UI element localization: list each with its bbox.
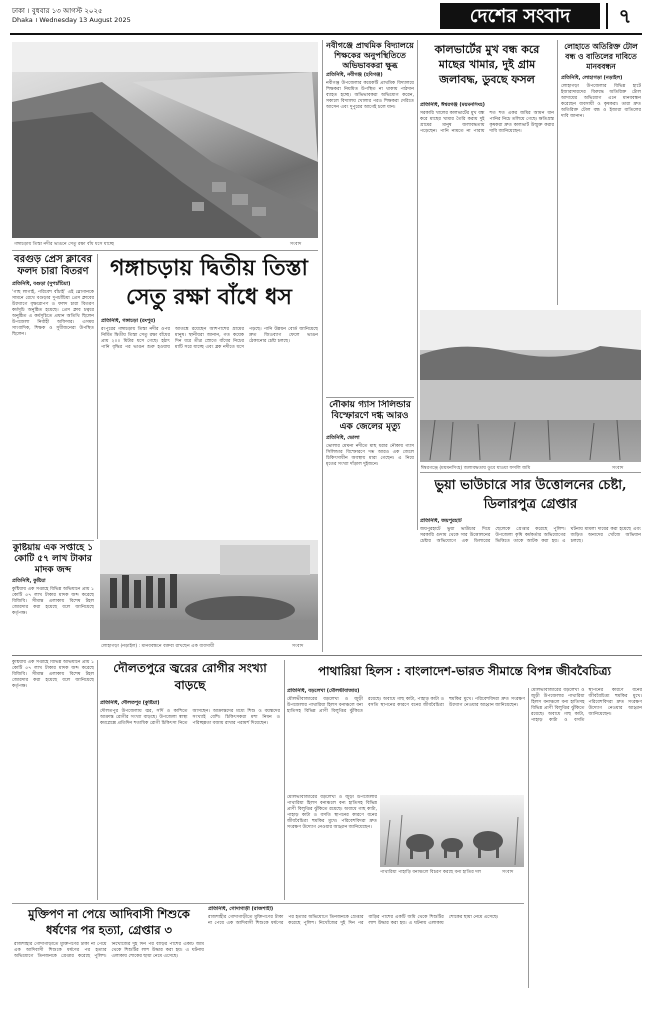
mela-photo-credit: সংবাদ — [292, 644, 304, 649]
story-fever-body — [100, 700, 280, 900]
fever-headline: দৌলতপুরে জ্বরের রোগীর সংখ্যা বাড়ছে — [113, 661, 267, 692]
tista-embankment-photo — [12, 42, 318, 238]
elephant-body: মৌলভীবাজারের বড়লেখা ও জুড়ী উপজেলার পাথারিয়া হিলস বনাঞ্চলে বন্য হাতিসহ বিভিন্ন প্রাণী বিলুপ্তির ঝুঁকিতে রয়েছে। অবাধে গাছ কাটা, পাহাড় কাটা ও বসতি স্থাপনের কারণে বনের জীববৈচিত্র্য হুমকির মুখে। পরিবেশবিদরা দ্রুত সংরক্ষণ উদ্যোগ নেওয়ার আহ্বান জানিয়েছেন। — [287, 697, 525, 714]
story-ransom-body — [208, 906, 524, 1001]
gas-blast-headline: নৌকায় গ্যাস সিলিন্ডার বিস্ফোরণে দগ্ধ আরও এক জেলের মৃত্যু — [329, 400, 411, 432]
story-ransom-left — [14, 942, 204, 1002]
story-primary-school — [326, 40, 414, 395]
tista-photo-credit: সংবাদ — [290, 242, 302, 247]
section-title: দেশের সংবাদ — [440, 3, 600, 29]
culvert-body: সরকারি খালের কালভার্টের মুখ বন্ধ করে মাছের খামার তৈরি করায় দুই গ্রামের মানুষ জলাবদ্ধতায় পড়েছেন। পানি নামতে না পারায় শত শত একর জমির আমন ধান পানির নিচে তলিয়ে গেছে। ক্ষতিগ্রস্ত কৃষকরা দ্রুত কালভার্ট উন্মুক্ত করার দাবি জানিয়েছেন। — [420, 111, 554, 134]
flooded-field-photo — [420, 310, 641, 462]
primary-school-headline: নবীগঞ্জে প্রাথমিক বিদ্যালয়ে শিক্ষকের অনুপস্থিতিতে অভিভাবকরা ক্ষুব্ধ — [326, 40, 414, 70]
culvert-photo-caption: ঈশ্বরগঞ্জে (ময়মনসিংহ) জলাবদ্ধতায় ডুবে যাওয়া ফসলি জমি — [421, 466, 531, 471]
lohagara-byline: প্রতিনিধি, লোহাগড়া (নড়াইল) — [561, 75, 623, 81]
elephant-photo-caption: পাথারিয়া পাহাড়ি বনাঞ্চলে বিচরণ করছে বন্য হাতির দল — [380, 870, 482, 875]
fever-byline: প্রতিনিধি, দৌলতপুর (কুষ্টিয়া) — [100, 700, 160, 706]
story-gas-blast — [326, 400, 414, 650]
story-kushtia — [12, 543, 94, 651]
culvert-headline: কালভার্টের মুখ বন্ধ করে মাছের খামার, দুই গ্রাম জলাবদ্ধ, ডুবছে ফসল — [434, 43, 540, 86]
story-press-club — [12, 254, 94, 539]
story-left-lower — [12, 660, 94, 900]
press-club-headline: বরগুড় প্রেস ক্লাবের ফলদ চারা বিতরণ — [14, 254, 92, 277]
gas-blast-body: ভোলার মেঘনা নদীতে মাছ ধরার নৌকায় গ্যাস সিলিন্ডার বিস্ফোরণে দগ্ধ আরও এক জেলে চিকিৎসাধীন অবস্থায় মারা গেছেন। এ নিয়ে মৃতের সংখ্যা দাঁড়াল দুইজনে। — [326, 444, 414, 467]
page-number: ৭ — [606, 3, 642, 29]
elephants-illustration — [380, 795, 524, 867]
lohagara-body: লোহাগড়া উপজেলার বিভিন্ন হাটে ইজারাদারদের বিরুদ্ধে অতিরিক্ত টোল আদায়ের অভিযোগ এনে মানববন্ধন করেছেন ব্যবসায়ী ও কৃষকরা। তারা দ্রুত অতিরিক্ত টোল বন্ধ ও ইজারা বাতিলের দাবি জানান। — [561, 84, 641, 119]
tista-byline: প্রতিনিধি, গঙ্গাচড়া (রংপুর) — [101, 318, 156, 324]
primary-school-body: নবীগঞ্জ উপজেলার কয়েকটি প্রাথমিক বিদ্যালয়ে শিক্ষকরা নিয়মিত উপস্থিত না থাকায় পাঠদান ব্যাহত হচ্ছে। অভিভাবকরা অভিযোগ করেন, সকালে বিদ্যালয় খোলার পরও শিক্ষকরা দেরিতে আসেন এবং দুপুরের আগেই চলে যান। — [326, 81, 414, 110]
story-elephant-lower — [287, 795, 377, 900]
ransom-byline: প্রতিনিধি, গোদাগাড়ী (রাজশাহী) — [208, 906, 274, 912]
embankment-illustration — [12, 42, 318, 238]
elephant-lower-body: মৌলভীবাজারের বড়লেখা ও জুড়ী উপজেলার পাথারিয়া হিলস বনাঞ্চলে বন্য হাতিসহ বিভিন্ন প্রাণী বিলুপ্তির ঝুঁকিতে রয়েছে। অবাধে গাছ কাটা, পাহাড় কাটা ও বসতি স্থাপনের কারণে বনের জীববৈচিত্র্য হুমকির মুখে। পরিবেশবিদরা দ্রুত সংরক্ষণ উদ্যোগ নেওয়ার আহ্বান জানিয়েছেন। — [287, 795, 377, 830]
mela-photo-caption: লোহাগড়া (নড়াইল) : মানববন্ধনে বক্তব্য রাখছেন এক ব্যবসায়ী — [101, 644, 215, 649]
story-elephant-side — [531, 688, 642, 988]
fever-body: দৌলতপুর উপজেলায় জ্বর, সর্দি ও কাশিতে আক্রান্ত রোগীর সংখ্যা বাড়ছে। উপজেলা স্বাস্থ্য কমপ্লেক্সে প্রতিদিন শতাধিক রোগী চিকিৎসা নিতে আসছেন। আক্রান্তদের মধ্যে শিশু ও বয়স্কদের সংখ্যাই বেশি। চিকিৎসকরা মশা নিধন ও পরিচ্ছন্নতা বজায় রাখার পরামর্শ দিয়েছেন। — [100, 709, 280, 726]
culvert-byline: প্রতিনিধি, ঈশ্বরগঞ্জ (ময়মনসিংহ) — [420, 102, 485, 108]
culvert-photo-credit: সংবাদ — [612, 466, 624, 471]
kushtia-body: কুষ্টিয়ায় এক সপ্তাহে বিভিন্ন অভিযানে প্রায় ১ কোটি ৫৭ লাখ টাকার মাদক জব্দ করেছে বিজিবি। সীমান্ত এলাকায় বিশেষ টহল জোরদার করা হয়েছে বলে জানিয়েছে কর্তৃপক্ষ। — [12, 587, 94, 616]
elephant-photo — [380, 795, 524, 867]
fertilizer-byline: প্রতিনিধি, জয়পুরহাট — [420, 518, 462, 524]
primary-school-byline: প্রতিনিধি, নবীগঞ্জ (হবিগঞ্জ) — [326, 72, 383, 78]
elephant-side-body: মৌলভীবাজারের বড়লেখা ও জুড়ী উপজেলার পাথারিয়া হিলস বনাঞ্চলে বন্য হাতিসহ বিভিন্ন প্রাণী বিলুপ্তির ঝুঁকিতে রয়েছে। অবাধে গাছ কাটা, পাহাড় কাটা ও বসতি স্থাপনের কারণে বনের জীববৈচিত্র্য হুমকির মুখে। পরিবেশবিদরা দ্রুত সংরক্ষণ উদ্যোগ নেওয়ার আহ্বান জানিয়েছেন। — [531, 688, 642, 723]
story-tista-body — [101, 318, 318, 536]
fertilizer-body: জয়পুরহাটে ভুয়া ভাউচার দিয়ে সরকারি গুদাম থেকে সার উত্তোলনের চেষ্টার অভিযোগে এক ডিলারের ছেলেকে গ্রেপ্তার করেছে পুলিশ। উপজেলা কৃষি কর্মকর্তার অভিযোগের ভিত্তিতে তাকে আটক করা হয়। এ ঘটনায় মামলা দায়ের করা হয়েছে এবং জড়িত অন্যদের খোঁজে অভিযান চলছে। — [420, 527, 641, 544]
tista-body: রংপুরের গঙ্গাচড়ায় তিস্তা নদীর ওপর নির্মিত দ্বিতীয় তিস্তা সেতু রক্ষা বাঁধের প্রায় ২০০ মিটার ধসে গেছে। হঠাৎ পানি বৃদ্ধির পর ভাঙন শুরু হওয়ায় আতঙ্কে রয়েছেন আশপাশের গ্রামের মানুষ। স্থানীয়রা জানান, গত কয়েক দিন ধরে তীব্র স্রোতে বাঁধের নিচের মাটি সরে যাচ্ছে এবং ব্লক নদীতে ধসে পড়ছে। পানি উন্নয়ন বোর্ড জানিয়েছে দ্রুত জিওব্যাগ ফেলে ভাঙন ঠেকানোর চেষ্টা চলছে। — [101, 327, 318, 350]
press-club-byline: প্রতিনিধি, বগুড়া (দুপচাঁচিয়া) — [12, 281, 71, 287]
story-fertilizer-body — [420, 518, 641, 650]
tista-headline: গঙ্গাচড়ায় দ্বিতীয় তিস্তা সেতু রক্ষা বাঁধে ধস — [110, 255, 308, 310]
dateline-bn: ঢাকা । বুধবার ১৩ আগস্ট ২০২৫ — [12, 7, 103, 15]
human-chain-photo — [100, 540, 318, 640]
story-elephant-body — [287, 688, 525, 793]
masthead — [0, 0, 650, 36]
ransom-left-body: রাজশাহীর গোদাগাড়ীতে মুক্তিপণের টাকা না পেয়ে এক আদিবাসী শিশুকে ধর্ষণের পর হত্যার অভিযোগে তিনজনকে গ্রেপ্তার করেছে পুলিশ। নিখোঁজের দুই দিন পর বাড়ির পাশের একটি জমি থেকে শিশুটির লাশ উদ্ধার করা হয়। এ ঘটনায় এলাকায় শোকের ছায়া নেমে এসেছে। — [14, 942, 204, 959]
elephant-byline: প্রতিনিধি, বড়লেখা (মৌলভীবাজার) — [287, 688, 360, 694]
left-lower-body: কুষ্টিয়ায় এক সপ্তাহে বিভিন্ন অভিযানে প্রায় ১ কোটি ৫৭ লাখ টাকার মাদক জব্দ করেছে বিজিবি। সীমান্ত এলাকায় বিশেষ টহল জোরদার করা হয়েছে বলে জানিয়েছে কর্তৃপক্ষ। — [12, 660, 94, 689]
press-club-body: ‘গাছ লাগাই, পরিবেশ বাঁচাই’ এই স্লোগানকে সামনে রেখে বগুড়ার দুপচাঁচিয়া প্রেস ক্লাবের উদ্যোগে বৃক্ষরোপণ ও ফলদ চারা বিতরণ কর্মসূচি অনুষ্ঠিত হয়েছে। প্রেস ক্লাব চত্বরে অনুষ্ঠিত এ কর্মসূচিতে প্রধান অতিথি ছিলেন উপজেলা নির্বাহী অফিসার। এসময় সাংবাদিক, শিক্ষক ও সুধীজনেরা উপস্থিত ছিলেন। — [12, 290, 94, 337]
story-culvert-body — [420, 102, 554, 307]
story-lohagara — [561, 42, 641, 305]
ransom-body: রাজশাহীর গোদাগাড়ীতে মুক্তিপণের টাকা না পেয়ে এক আদিবাসী শিশুকে ধর্ষণের পর হত্যার অভিযোগে তিনজনকে গ্রেপ্তার করেছে পুলিশ। নিখোঁজের দুই দিন পর বাড়ির পাশের একটি জমি থেকে শিশুটির লাশ উদ্ধার করা হয়। এ ঘটনায় এলাকায় শোকের ছায়া নেমে এসেছে। — [208, 915, 499, 926]
kushtia-byline: প্রতিনিধি, কুষ্টিয়া — [12, 578, 46, 584]
masthead-rule — [10, 33, 642, 35]
kushtia-headline: কুষ্টিয়ায় এক সপ্তাহে ১ কোটি ৫৭ লাখ টাকার মাদক জব্দ — [12, 543, 94, 575]
crowd-illustration — [100, 540, 318, 640]
field-illustration — [420, 310, 641, 462]
gas-blast-byline: প্রতিনিধি, ভোলা — [326, 435, 360, 441]
ransom-headline: মুক্তিপণ না পেয়ে আদিবাসী শিশুকে ধর্ষণের পর হত্যা, গ্রেপ্তার ৩ — [28, 907, 190, 937]
tista-photo-caption: গঙ্গাচড়ায় তিস্তা নদীর ভাঙনে সেতু রক্ষা বাঁধ ধসে যাচ্ছে — [14, 242, 114, 247]
dateline-en: Dhaka । Wednesday 13 August 2025 — [12, 16, 131, 24]
lohagara-headline: লোহাতে অতিরিক্ত টোল বন্ধ ও বাতিলের দাবিতে মানববন্ধন — [564, 42, 638, 71]
fertilizer-headline: ভুয়া ভাউচারে সার উত্তোলনের চেষ্টা, ডিলারপুত্র গ্রেপ্তার — [434, 478, 627, 512]
elephant-photo-credit: সংবাদ — [502, 870, 514, 875]
elephant-headline: পাথারিয়া হিলস : বাংলাদেশ-ভারত সীমান্তে বিপন্ন জীববৈচিত্র্য — [317, 664, 612, 678]
